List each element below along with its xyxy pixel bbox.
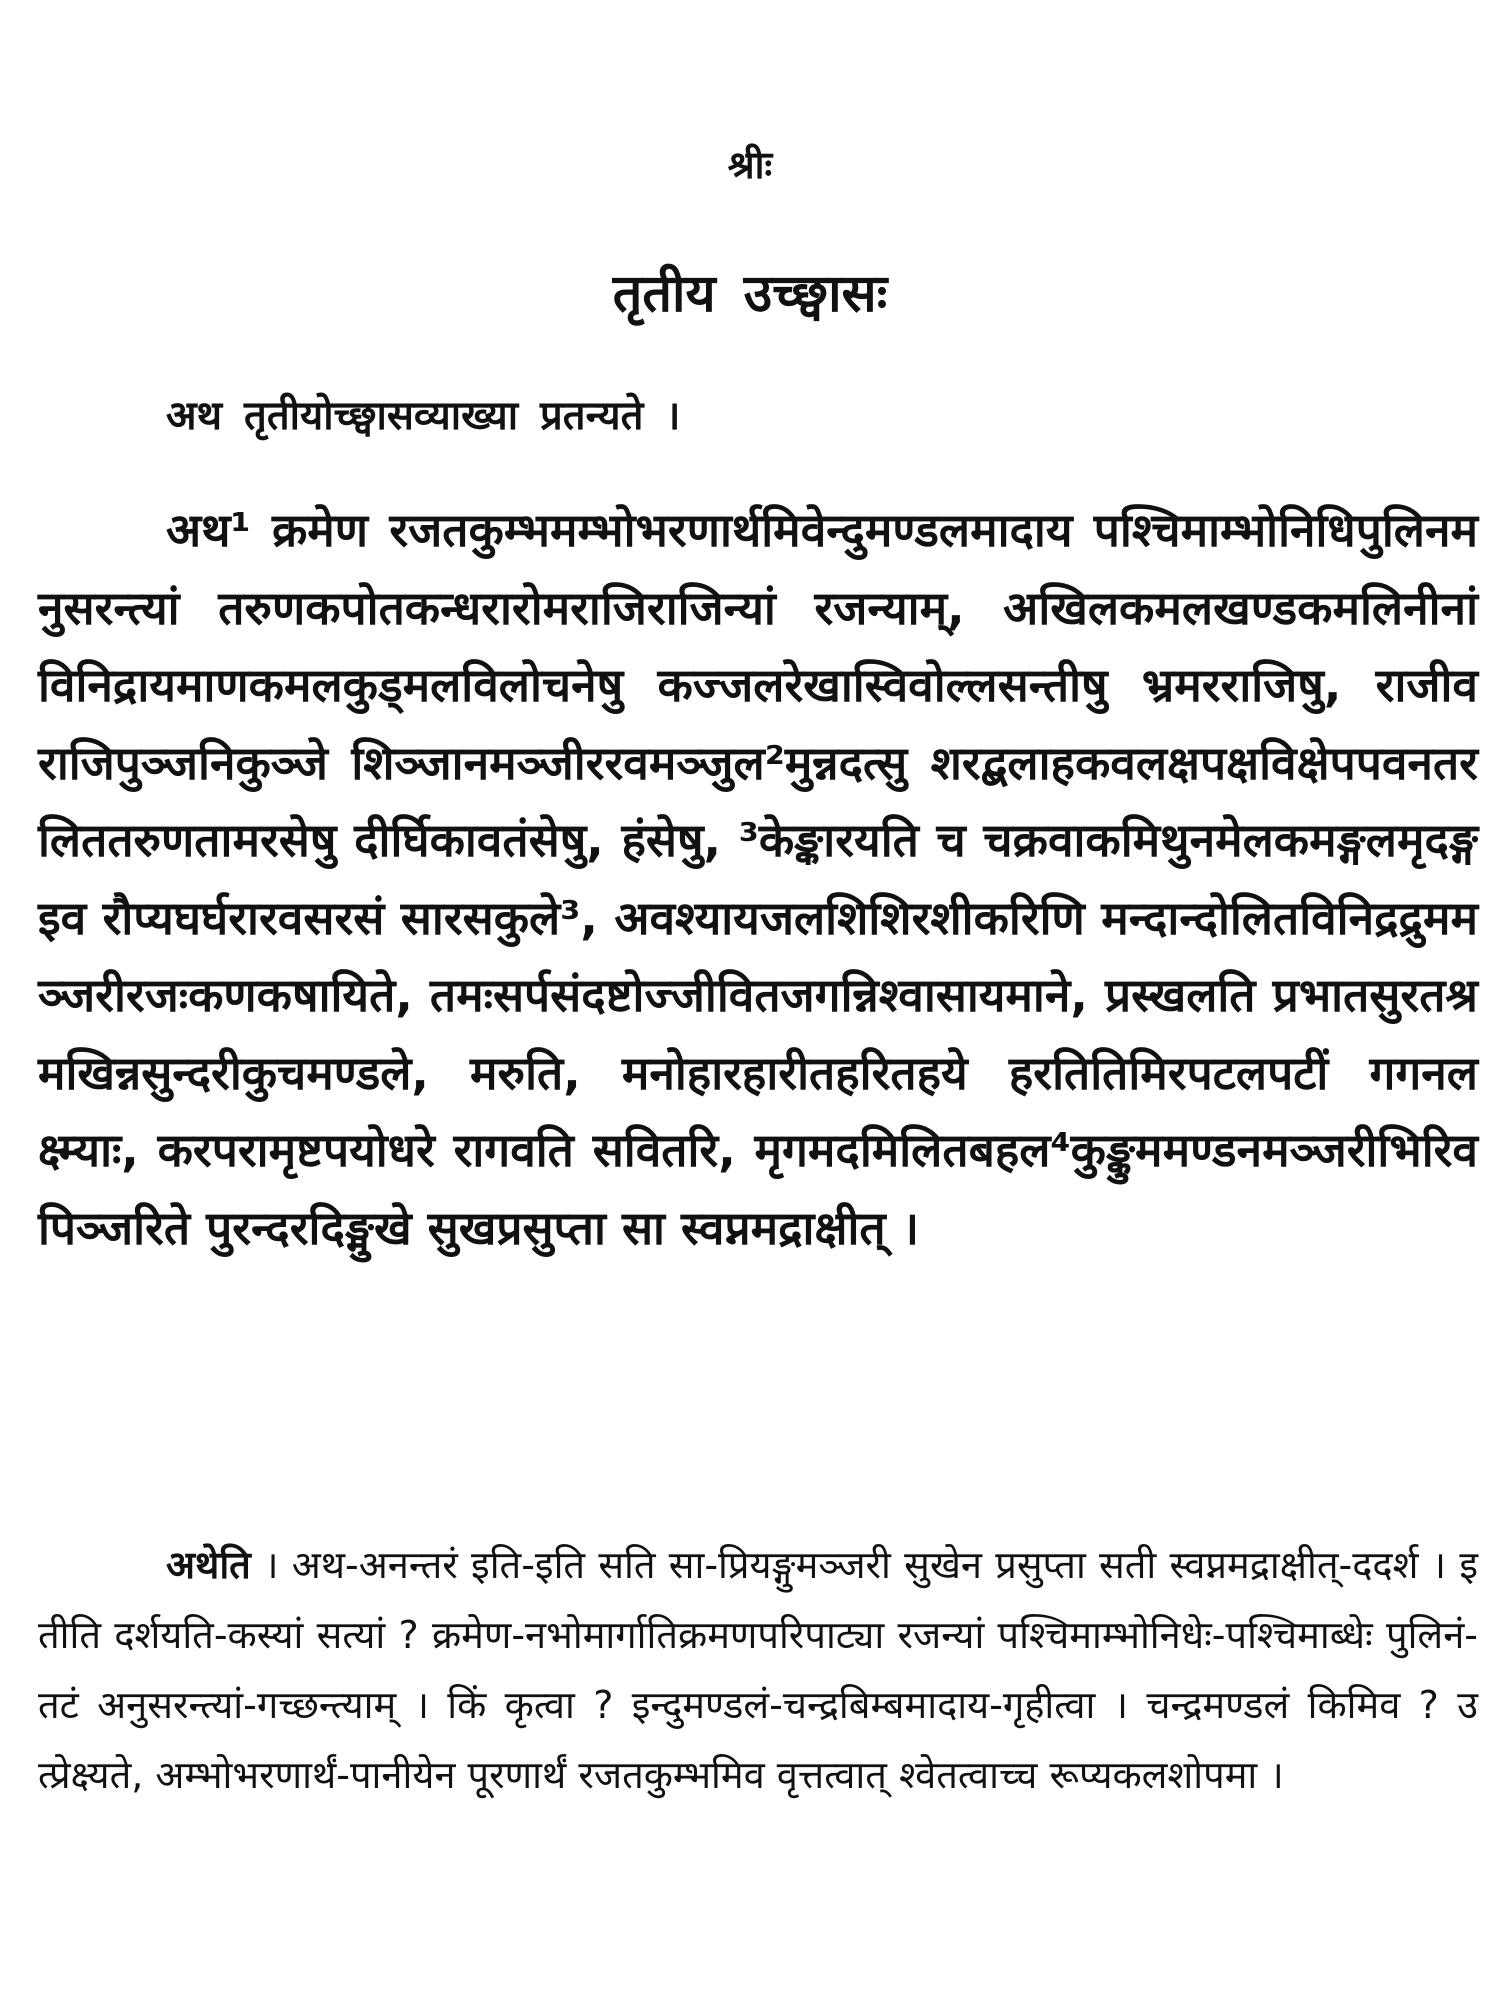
- invocation-heading: श्रीः: [727, 143, 773, 187]
- commentary-paragraph: [38, 1530, 1478, 1810]
- commentary-lemma: अथेति: [166, 1543, 251, 1587]
- chapter-title: तृतीय उच्छ्वासः: [612, 264, 888, 324]
- commentary-text: । अथ-अनन्तरं इति-इति सति सा-प्रियङ्गुमञ्जरी सुखेन प्रसुप्ता सती स्वप्नमद्राक्षीत्-ददर्श । इतीति दर्शयति-कस्यां सत्यां ? क्रमेण-नभोमार्गातिक्रमणपरिपाट्या रजन्यां पश्चिमाम्भोनिधेः-पश्चिमाब्धेः पुलिनं-तटं अनुसरन्त्यां-गच्छन्त्याम् । किं कृत्वा ? इन्दुमण्डलं-चन्द्रबिम्बमादाय-गृहीत्वा । चन्द्रमण्डलं किमिव ? उत्प्रेक्ष्यते, अम्भोभरणार्थं-पानीयेन पूरणार्थं रजतकुम्भमिव वृत्तत्वात् श्वेतत्वाच्च रूप्यकलशोपमा ।: [38, 1543, 1478, 1797]
- intro-line: अथ तृतीयोच्छ्वासव्याख्या प्रतन्यते ।: [166, 393, 681, 439]
- main-verse-paragraph: अथ¹ क्रमेण रजतकुम्भमम्भोभरणार्थमिवेन्दुमण्डलमादाय पश्चिमाम्भोनिधिपुलिनमनुसरन्त्यां तरुणकपोतकन्धरारोमराजिराजिन्यां रजन्याम्, अखिलकमलखण्डकमलिनीनां विनिद्रायमाणकमलकुड्मलविलोचनेषु कज्जलरेखास्विवोल्लसन्तीषु भ्रमरराजिषु, राजीवराजिपुञ्जनिकुञ्जे शिञ्जानमञ्जीररवमञ्जुल²मुन्नदत्सु शरद्बलाहकवलक्षपक्षविक्षेपपवनतरलिततरुणतामरसेषु दीर्घिकावतंसेषु, हंसेषु, ³केङ्कारयति च चक्रवाकमिथुनमेलकमङ्गलमृदङ्ग इव रौप्यघर्घरारवसरसं सारसकुले³, अवश्यायजलशिशिरशीकरिणि मन्दान्दोलितविनिद्रद्रुममञ्जरीरजःकणकषायिते, तमःसर्पसंदष्टोज्जीवितजगन्निश्वासायमाने, प्रस्खलति प्रभातसुरतश्रमखिन्नसुन्दरीकुचमण्डले, मरुति, मनोहारहारीतहरितहये हरतितिमिरपटलपटीं गगनलक्ष्म्याः, करपरामृष्टपयोधरे रागवति सवितरि, मृगमदमिलितबहल⁴कुङ्कुममण्डनमञ्जरीभिरिव पिञ्जरिते पुरन्दरदिङ्मुखे सुखप्रसुप्ता सा स्वप्नमद्राक्षीत् ।: [38, 503, 1478, 1255]
